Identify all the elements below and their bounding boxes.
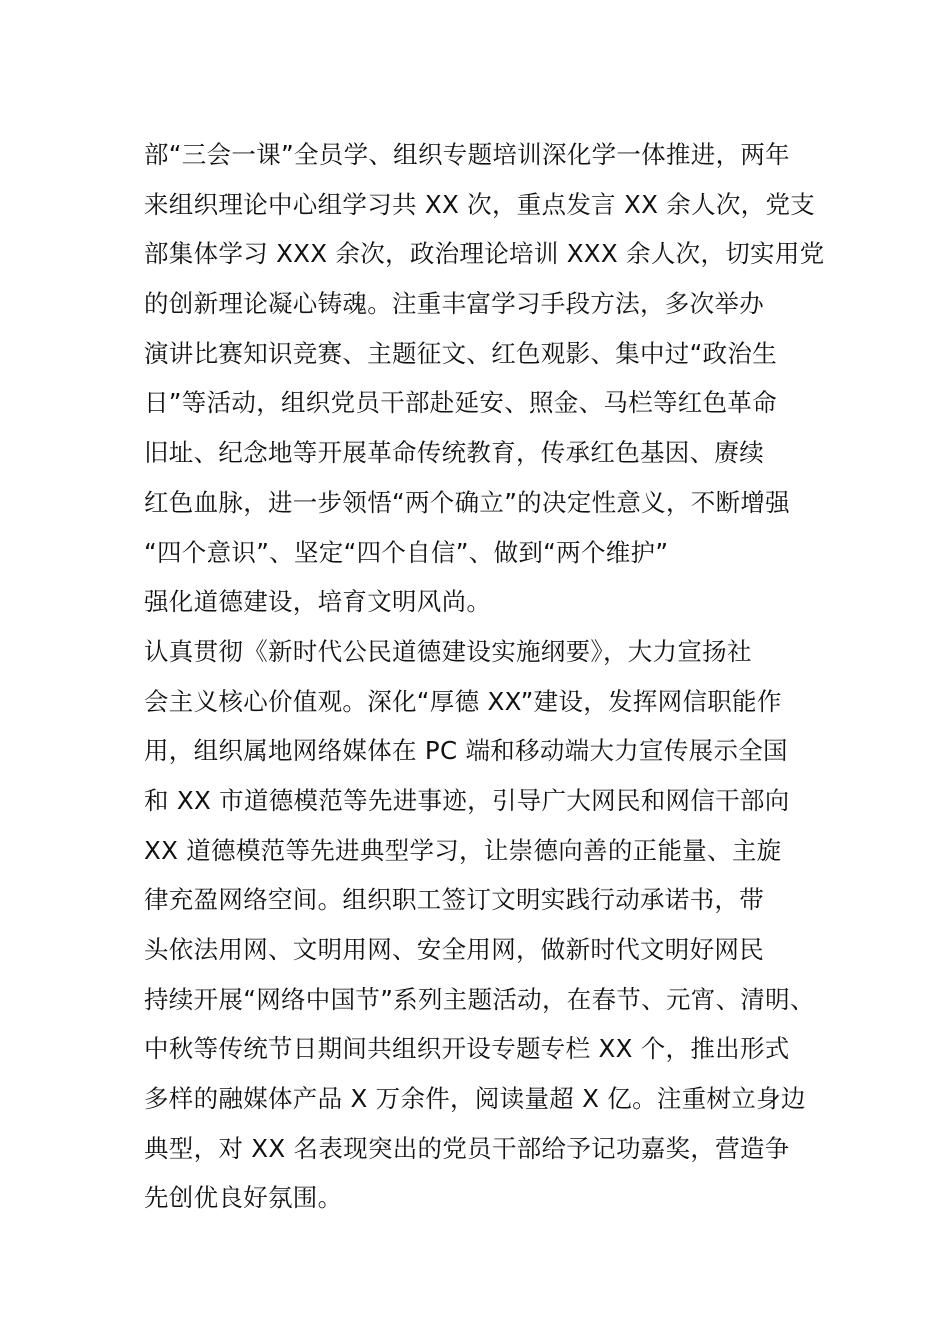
text-line: 先创优良好氛围。	[144, 1183, 343, 1213]
text-line: 部集体学习 XXX 余次，政治理论培训 XXX 余人次，切实用党	[144, 239, 825, 269]
section-heading: 强化道德建设，培育文明风尚。	[144, 587, 492, 617]
text-line: 红色血脉，进一步领悟“两个确立”的决定性意义，不断增强	[144, 487, 790, 517]
document-body	[144, 130, 844, 1223]
text-line: 旧址、纪念地等开展革命传统教育，传承红色基因、赓续	[144, 438, 764, 468]
text-line: 中秋等传统节日期间共组织开设专题专栏 XX 个，推出形式	[144, 1034, 790, 1064]
text-line: 头依法用网、文明用网、安全用网，做新时代文明好网民	[144, 935, 764, 964]
text-line: 来组织理论中心组学习共 XX 次，重点发言 XX 余人次，党支	[144, 189, 816, 219]
text-line: 典型，对 XX 名表现突出的党员干部给予记功嘉奖，营造争	[144, 1133, 790, 1163]
text-line: 持续开展“网络中国节”系列主题活动，在春节、元宵、清明、	[144, 984, 815, 1014]
text-line: 的创新理论凝心铸魂。注重丰富学习手段方法，多次举办	[144, 289, 764, 319]
text-line: 认真贯彻《新时代公民道德建设实施纲要》，大力宣扬社	[144, 636, 752, 666]
text-line: 日”等活动，组织党员干部赴延安、照金、马栏等红色革命	[144, 388, 777, 418]
text-line: 用，组织属地网络媒体在 PC 端和移动端大力宣传展示全国	[144, 736, 788, 766]
text-line: XX 道德模范等先进典型学习，让崇德向善的正能量、主旋	[144, 835, 782, 865]
text-line: 多样的融媒体产品 X 万余件，阅读量超 X 亿。注重树立身边	[144, 1084, 806, 1114]
text-line: 演讲比赛知识竞赛、主题征文、红色观影、集中过“政治生	[144, 338, 777, 368]
text-line: 律充盈网络空间。组织职工签订文明实践行动承诺书，带	[144, 885, 764, 915]
text-line: 部“三会一课”全员学、组织专题培训深化学一体推进，两年	[144, 140, 790, 169]
text-line: “四个意识”、坚定“四个自信”、做到“两个维护”	[144, 537, 669, 567]
text-line: 会主义核心价值观。深化“厚德 XX”建设，发挥网信职能作	[144, 686, 782, 716]
text-line: 和 XX 市道德模范等先进事迹，引导广大网民和网信干部向	[144, 785, 790, 815]
